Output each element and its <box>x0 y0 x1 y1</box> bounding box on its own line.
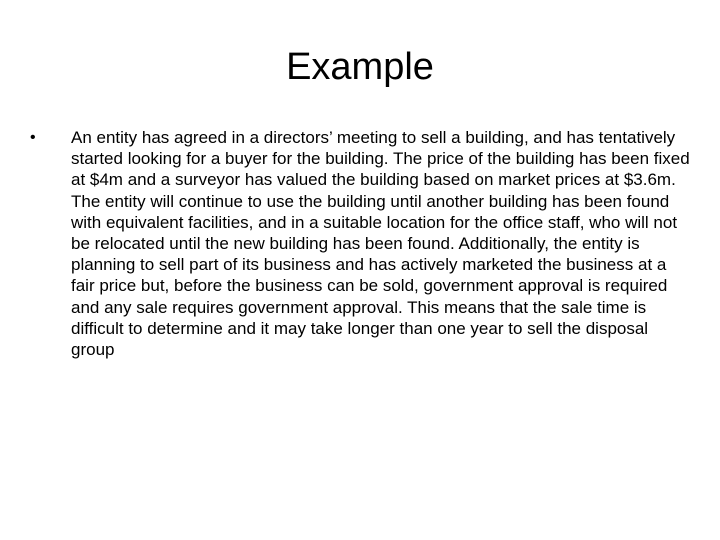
bullet-item <box>30 127 690 360</box>
bullet-list <box>30 127 690 360</box>
bullet-text: An entity has agreed in a directors’ meeting to sell a building, and has tentatively started looking for a buyer for the building. The price of the building has been fixed at $4m and a surveyor has valued the building based on market prices at $3.6m. The entity will continue to use the building until another building has been found with equivalent facilities, and in a suitable location for the office staff, who will not be relocated until the new building has been found. Additionally, the entity is planning to sell part of its business and has actively marketed the business at a fair price but, before the business can be sold, government approval is required and any sale requires government approval. This means that the sale time is difficult to determine and it may take longer than one year to sell the disposal group <box>71 128 690 360</box>
bullet-glyph: • <box>30 129 36 146</box>
slide-title: Example <box>286 46 434 88</box>
